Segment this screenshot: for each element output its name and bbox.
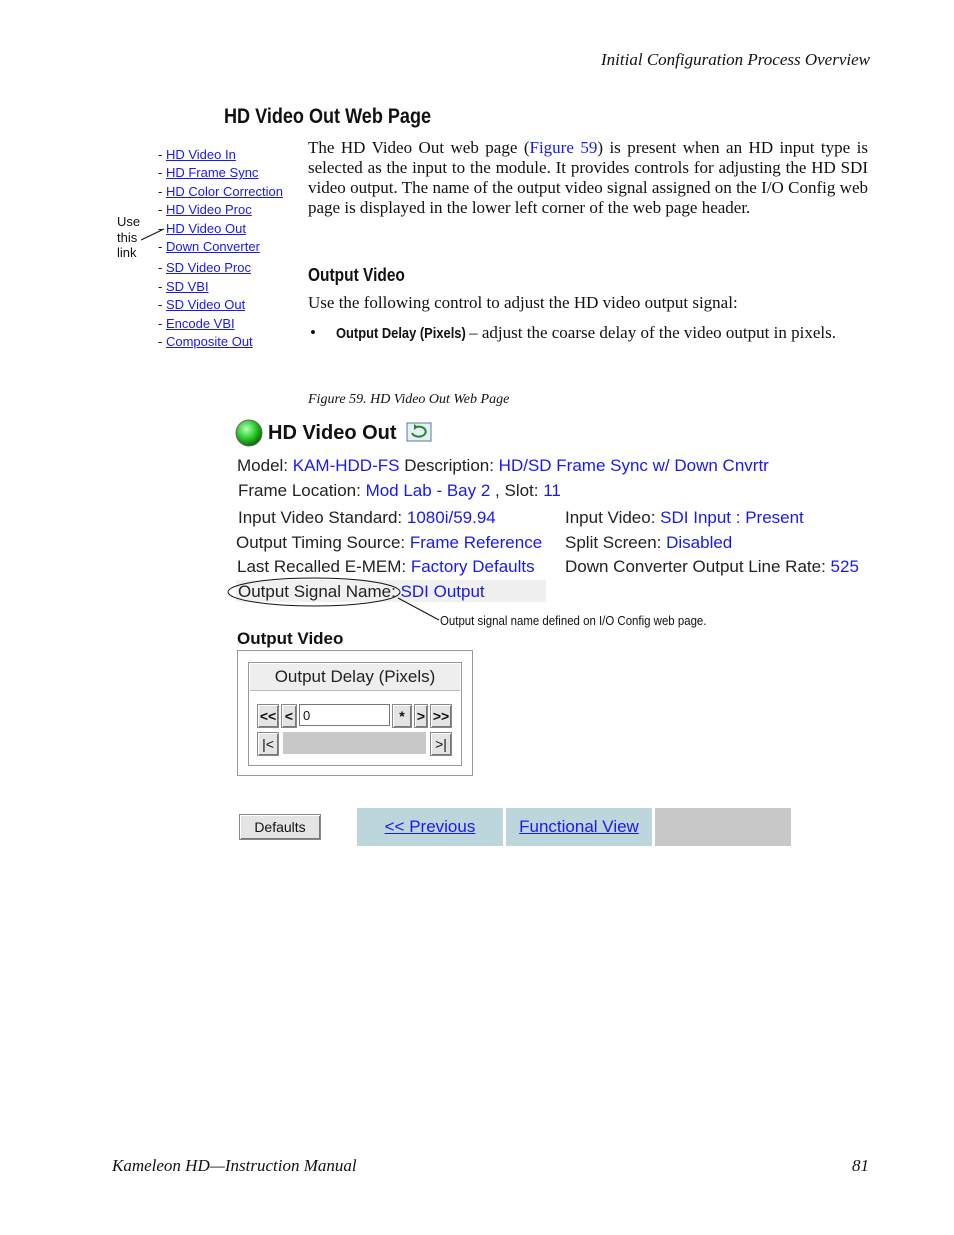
signal-name-row: Output Signal Name: SDI Output xyxy=(238,582,485,601)
signal-name-highlight-ellipse xyxy=(226,576,442,624)
nav-link-hd-video-out[interactable]: HD Video Out xyxy=(165,220,246,236)
nav-link-hd-video-in[interactable]: HD Video In xyxy=(165,147,236,162)
nav-item: - HD Video Proc xyxy=(158,202,252,218)
defaults-button[interactable]: Defaults xyxy=(239,814,321,840)
frame-location-value: Mod Lab - Bay 2 xyxy=(365,481,491,500)
slot-value: 11 xyxy=(543,481,561,500)
nav-item: - HD Frame Sync xyxy=(158,165,259,181)
nav-item: - Down Converter xyxy=(158,239,260,255)
webpage-section-title: Output Video xyxy=(237,629,344,648)
nav-item: - Composite Out xyxy=(158,334,253,350)
slider-track[interactable] xyxy=(283,732,426,754)
slider-end-button[interactable]: >| xyxy=(430,732,452,756)
figure-59-link[interactable]: Figure 59 xyxy=(529,138,598,157)
figure-caption: Figure 59. HD Video Out Web Page xyxy=(308,392,510,407)
nav-item: - HD Color Correction xyxy=(158,183,284,199)
model-row: Model: KAM-HDD-FS Description: HD/SD Frame Sync w/ Down Cnvrtr xyxy=(237,456,769,475)
slider-home-button[interactable]: |< xyxy=(257,732,279,756)
signal-name-value: SDI Output xyxy=(400,582,485,601)
intro-paragraph: The HD Video Out web page (Figure 59) is present when an HD input type is selected as the input to the module. It provides controls for adjusting the HD SDI video output. The name of the output video signal assigned on the I/O Config web page is displayed in the lower left corner of the web page header. xyxy=(308,138,868,217)
previous-link-cell xyxy=(357,808,503,846)
timing-source-row: Output Timing Source: Frame Reference xyxy=(236,533,543,552)
signal-name-note: Output signal name defined on I/O Config web page. xyxy=(440,613,707,628)
refresh-icon[interactable] xyxy=(406,422,432,442)
footer-page-number: 81 xyxy=(852,1156,869,1175)
decrement-large-button[interactable]: << xyxy=(257,704,279,728)
control-title: Output Delay (Pixels) xyxy=(250,664,460,691)
functional-view-link-cell xyxy=(506,808,652,846)
frame-location-row: Frame Location: Mod Lab - Bay 2 , Slot: 11 xyxy=(238,481,561,500)
down-converter-rate-value: 525 xyxy=(830,557,859,576)
nav-link-hd-video-proc[interactable]: HD Video Proc xyxy=(165,202,252,218)
running-header: Initial Configuration Process Overview xyxy=(601,50,870,69)
bullet-item: Output Delay (Pixels) – adjust the coarse delay of the video output in pixels. xyxy=(336,323,836,342)
callout-pointer-line xyxy=(140,226,166,242)
nav-link-hd-color-correction[interactable]: HD Color Correction xyxy=(165,183,284,199)
input-video-row: Input Video: SDI Input : Present xyxy=(565,508,804,527)
nav-link-list xyxy=(158,146,283,351)
nav-link-sd-vbi[interactable]: SD VBI xyxy=(165,278,209,294)
emem-row: Last Recalled E-MEM: Factory Defaults xyxy=(237,557,535,576)
timing-source-value: Frame Reference xyxy=(409,533,543,552)
webpage-title: HD Video Out xyxy=(268,422,397,444)
nav-item: - SD VBI xyxy=(158,278,209,294)
model-value: KAM-HDD-FS xyxy=(292,456,400,475)
split-screen-value: Disabled xyxy=(666,533,733,552)
footer-manual-title: Kameleon HD—Instruction Manual xyxy=(112,1156,357,1175)
functional-view-link[interactable]: Functional View xyxy=(519,817,639,836)
nav-item: - HD Video In xyxy=(158,147,236,162)
increment-large-button[interactable]: >> xyxy=(430,704,452,728)
nav-link-sd-video-out[interactable]: SD Video Out xyxy=(165,297,246,313)
nav-link-composite-out[interactable]: Composite Out xyxy=(165,334,253,350)
increment-button[interactable]: > xyxy=(414,704,428,728)
bullet-mark: • xyxy=(310,323,316,342)
input-standard-row: Input Video Standard: 1080i/59.94 xyxy=(238,508,496,527)
callout-use-this-link: Use this link xyxy=(117,214,141,260)
nav-item: - HD Video Out xyxy=(158,220,246,236)
down-converter-rate-row: Down Converter Output Line Rate: 525 xyxy=(565,557,859,576)
emem-value: Factory Defaults xyxy=(410,557,535,576)
split-screen-row: Split Screen: Disabled xyxy=(565,533,733,552)
blank-nav-cell xyxy=(655,808,791,846)
section-title: HD Video Out Web Page xyxy=(224,105,432,128)
nav-item: - SD Video Proc xyxy=(158,260,251,276)
nav-link-down-converter[interactable]: Down Converter xyxy=(165,239,260,255)
nav-item: - Encode VBI xyxy=(158,315,235,331)
status-led-icon xyxy=(234,418,264,448)
description-value: HD/SD Frame Sync w/ Down Cnvrtr xyxy=(498,456,769,475)
nav-link-sd-video-proc[interactable]: SD Video Proc xyxy=(165,260,251,276)
previous-link[interactable]: << Previous xyxy=(384,817,476,836)
decrement-button[interactable]: < xyxy=(281,704,297,728)
nav-item: - SD Video Out xyxy=(158,297,246,313)
input-standard-value: 1080i/59.94 xyxy=(406,508,496,527)
output-delay-input[interactable]: 0 xyxy=(299,704,390,726)
nav-link-hd-frame-sync[interactable]: HD Frame Sync xyxy=(165,165,259,181)
bullet-term: Output Delay (Pixels) xyxy=(336,325,466,342)
reset-star-button[interactable]: * xyxy=(392,704,412,728)
nav-link-encode-vbi[interactable]: Encode VBI xyxy=(165,315,235,331)
input-video-value: SDI Input : Present xyxy=(660,508,804,527)
instruction-text: Use the following control to adjust the HD video output signal: xyxy=(308,293,738,312)
subhead-output-video: Output Video xyxy=(308,265,405,285)
